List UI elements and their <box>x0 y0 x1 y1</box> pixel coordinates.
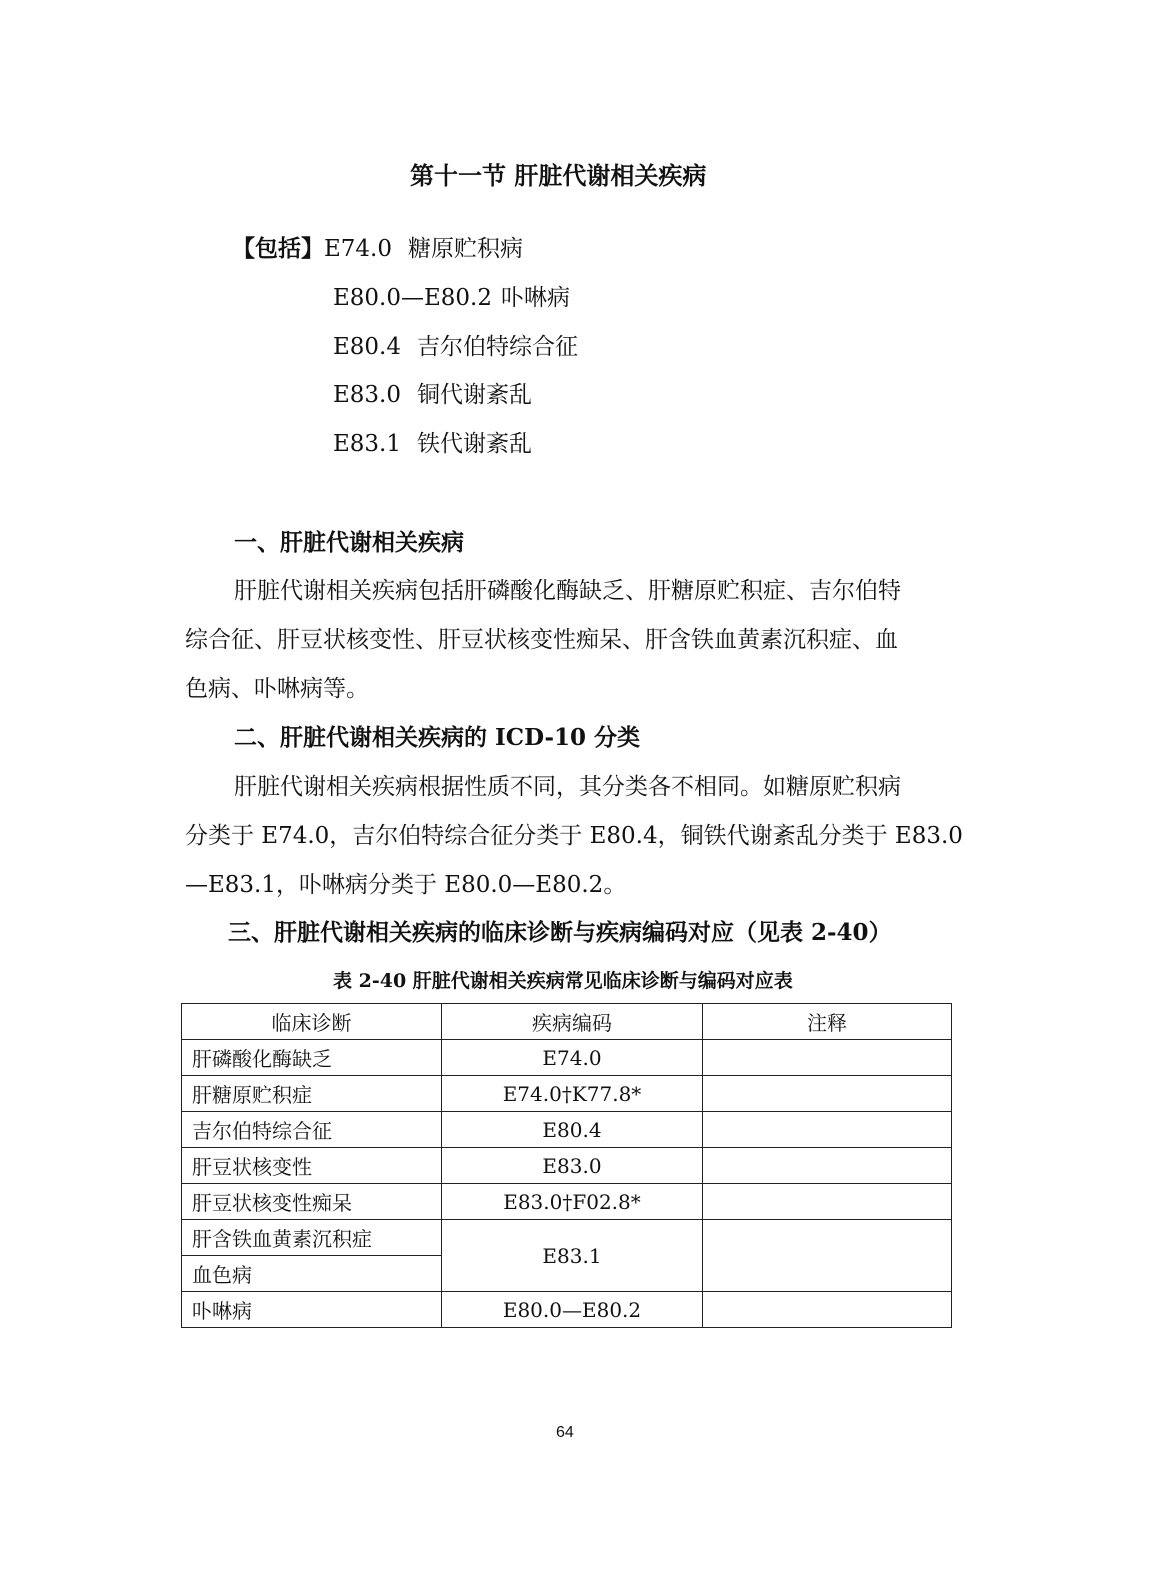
section-heading: 三、肝脏代谢相关疾病的临床诊断与疾病编码对应（见表 2-40） <box>228 919 892 946</box>
column-header: 疾病编码 <box>442 1004 703 1040</box>
code-cell: E83.0†F02.8* <box>442 1184 703 1220</box>
include-code: E74.0 <box>324 236 393 262</box>
note-cell <box>703 1040 952 1076</box>
paragraph-line: 色病、卟啉病等。 <box>185 676 369 702</box>
table-caption: 表 2-40 肝脏代谢相关疾病常见临床诊断与编码对应表 <box>333 970 793 992</box>
paragraph-line: 综合征、肝豆状核变性、肝豆状核变性痴呆、肝含铁血黄素沉积症、血 <box>185 627 898 653</box>
includes-first-line <box>232 230 523 263</box>
include-item <box>333 425 532 458</box>
section-heading: 二、肝脏代谢相关疾病的 ICD-10 分类 <box>234 724 641 751</box>
diagnosis-cell: 肝含铁血黄素沉积症 <box>182 1220 442 1256</box>
paragraph-line: —E83.1，卟啉病分类于 E80.0—E80.2。 <box>185 872 627 898</box>
note-cell <box>703 1076 952 1112</box>
include-name: 铁代谢紊乱 <box>417 431 532 457</box>
note-cell <box>703 1292 952 1328</box>
table-row <box>182 1184 952 1220</box>
paragraph-line: 肝脏代谢相关疾病包括肝磷酸化酶缺乏、肝糖原贮积症、吉尔伯特 <box>234 578 901 604</box>
diagnosis-code-table <box>181 1003 952 1328</box>
column-header: 注释 <box>703 1004 952 1040</box>
table-row <box>182 1220 952 1256</box>
code-cell: E83.0 <box>442 1148 703 1184</box>
diagnosis-cell: 肝糖原贮积症 <box>182 1076 442 1112</box>
note-cell <box>703 1148 952 1184</box>
include-name: 吉尔伯特综合征 <box>417 334 578 360</box>
table-row <box>182 1148 952 1184</box>
paragraph-line: 肝脏代谢相关疾病根据性质不同，其分类各不相同。如糖原贮积病 <box>234 774 901 800</box>
note-cell <box>703 1184 952 1220</box>
include-code: E80.0—E80.2 <box>333 285 493 311</box>
include-code: E83.0 <box>333 382 402 408</box>
column-header: 临床诊断 <box>182 1004 442 1040</box>
diagnosis-cell: 肝豆状核变性 <box>182 1148 442 1184</box>
include-item <box>333 279 570 312</box>
include-item <box>333 376 532 409</box>
include-name: 铜代谢紊乱 <box>417 382 532 408</box>
table-row <box>182 1112 952 1148</box>
code-cell: E74.0 <box>442 1040 703 1076</box>
diagnosis-cell: 肝磷酸化酶缺乏 <box>182 1040 442 1076</box>
note-cell <box>703 1112 952 1148</box>
note-cell <box>703 1220 952 1292</box>
section-heading: 一、肝脏代谢相关疾病 <box>234 529 464 556</box>
page-number: 64 <box>556 1424 574 1441</box>
code-cell: E83.1 <box>442 1220 703 1292</box>
diagnosis-cell: 血色病 <box>182 1256 442 1292</box>
include-name: 糖原贮积病 <box>408 236 523 262</box>
table-row <box>182 1076 952 1112</box>
code-cell: E80.0—E80.2 <box>442 1292 703 1328</box>
include-item <box>333 328 578 361</box>
paragraph-line: 分类于 E74.0，吉尔伯特综合征分类于 E80.4，铜铁代谢紊乱分类于 E83.0 <box>185 823 963 849</box>
include-code: E83.1 <box>333 431 402 457</box>
include-name: 卟啉病 <box>501 285 570 311</box>
diagnosis-cell: 卟啉病 <box>182 1292 442 1328</box>
includes-label: 【包括】 <box>232 235 324 262</box>
section-title: 第十一节 肝脏代谢相关疾病 <box>410 161 707 190</box>
table-row <box>182 1040 952 1076</box>
include-code: E80.4 <box>333 334 402 360</box>
diagnosis-cell: 吉尔伯特综合征 <box>182 1112 442 1148</box>
code-cell: E74.0†K77.8* <box>442 1076 703 1112</box>
table-header-row <box>182 1004 952 1040</box>
diagnosis-cell: 肝豆状核变性痴呆 <box>182 1184 442 1220</box>
table-row <box>182 1292 952 1328</box>
code-cell: E80.4 <box>442 1112 703 1148</box>
